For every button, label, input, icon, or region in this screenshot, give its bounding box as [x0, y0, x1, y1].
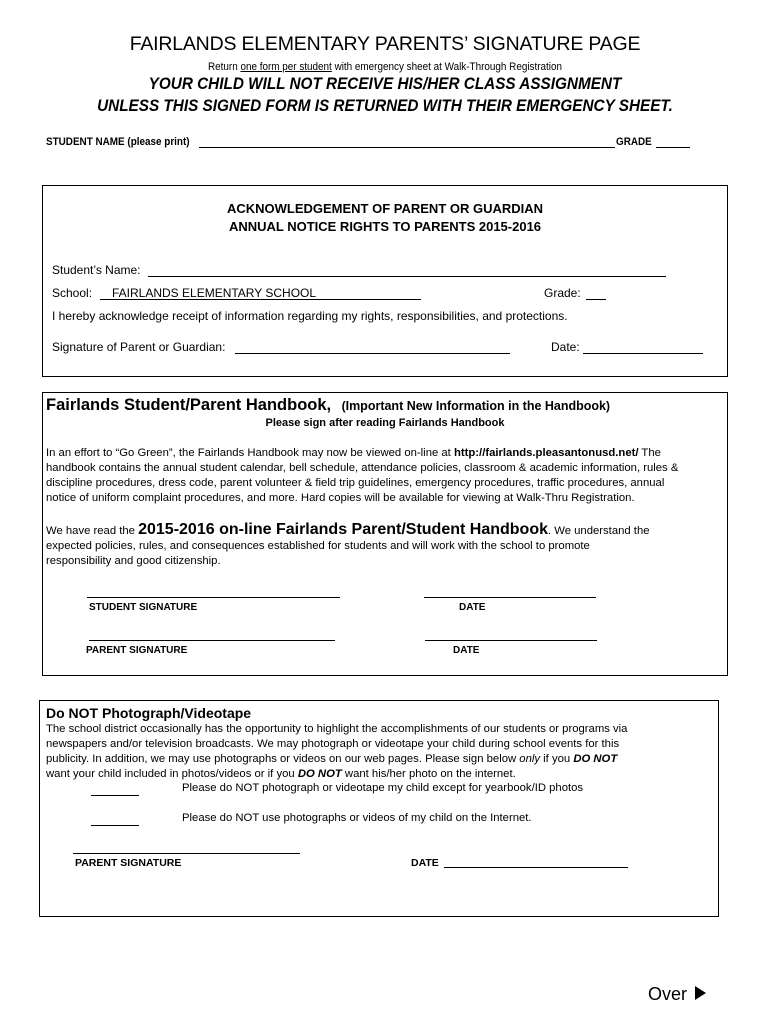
photo-title: Do NOT Photograph/Videotape: [46, 705, 252, 721]
student-date-label: DATE: [459, 602, 486, 613]
return-suffix: with emergency sheet at Walk-Through Registration: [331, 61, 563, 73]
handbook-note-close: ): [606, 399, 611, 413]
over-label: Over: [648, 984, 688, 1004]
ack-grade-field[interactable]: [586, 299, 606, 300]
photo-line1: The school district occasionally has the opportunity to highlight the accomplishments of our students or programs via: [46, 723, 628, 735]
student-name-label: STUDENT NAME (please print): [46, 136, 190, 148]
ack-heading-2: ANNUAL NOTICE RIGHTS TO PARENTS 2015-2016: [228, 219, 542, 234]
warning-line-2: UNLESS THIS SIGNED FORM IS RETURNED WITH THEIR EMERGENCY SHEET.: [97, 96, 673, 115]
p1-line1-a: In an effort to “Go Green”, the Fairlands Handbook may now be viewed on-line at: [46, 447, 454, 459]
handbook-note-open: (: [341, 399, 346, 413]
p1-line3: discipline procedures, dress code, parent volunteer & field trip guidelines, emergency procedures, traffic procedures, annual: [46, 477, 665, 489]
students-name-label: Student’s Name:: [52, 263, 141, 277]
handbook-title-comma: ,: [326, 396, 332, 414]
school-label: School:: [52, 286, 93, 300]
school-field[interactable]: [100, 299, 421, 300]
handbook-note: Important New Information in the Handbook: [345, 399, 607, 413]
handbook-heading: [46, 396, 610, 415]
photo-line2: newspapers and/or television broadcasts. We may photograph or videotape your child during school events for this: [46, 738, 620, 750]
p2-line3: responsibility and good citizenship.: [46, 555, 221, 567]
grade-label: GRADE: [616, 136, 652, 148]
option2-text: Please do NOT use photographs or videos of my child on the Internet.: [182, 812, 532, 824]
p2-bold: 2015-2016 on-line Fairlands Parent/Student Handbook: [138, 521, 548, 538]
student-name-field[interactable]: [199, 147, 615, 148]
parent-signature-line[interactable]: [89, 640, 335, 641]
handbook-title: Fairlands Student/Parent Handbook: [46, 396, 327, 414]
option2-checkline[interactable]: [91, 825, 139, 826]
handbook-paragraph-1: [46, 446, 726, 506]
sign-after-reading: Please sign after reading Fairlands Handbook: [265, 417, 505, 429]
photo-donot-2: DO NOT: [297, 768, 342, 780]
ack-date-label: Date:: [551, 340, 580, 354]
photo-date-label: DATE: [411, 857, 439, 869]
receipt-text: I hereby acknowledge receipt of information regarding my rights, responsibilities, and protections.: [52, 309, 568, 323]
p2-suffix: . We understand the: [547, 525, 650, 537]
photo-parent-signature-line[interactable]: [73, 853, 300, 854]
student-signature-label: STUDENT SIGNATURE: [89, 602, 198, 613]
students-name-field[interactable]: [148, 276, 666, 277]
photo-line4-b: want his/her photo on the internet.: [341, 768, 516, 780]
ack-date-field[interactable]: [583, 353, 703, 354]
p1-line2: handbook contains the annual student calendar, bell schedule, attendance policies, classroom & academic information, rules &: [46, 462, 679, 474]
ack-grade-label: Grade:: [544, 286, 581, 300]
parent-date-line[interactable]: [425, 640, 597, 641]
handbook-url[interactable]: http://fairlands.pleasantonusd.net/: [453, 447, 639, 459]
student-signature-line[interactable]: [87, 597, 340, 598]
arrow-right-icon: [695, 986, 706, 1000]
photo-only: only: [519, 753, 541, 765]
warning-line-1: YOUR CHILD WILL NOT RECEIVE HIS/HER CLASS ASSIGNMENT: [148, 74, 622, 93]
p2-prefix: We have read the: [46, 525, 139, 537]
page-title: FAIRLANDS ELEMENTARY PARENTS’ SIGNATURE PAGE: [129, 33, 641, 55]
handbook-paragraph-2: [46, 522, 726, 569]
photo-line3-a: publicity. In addition, we may use photographs or videos on our web pages. Please sign below: [46, 753, 520, 765]
guardian-signature-field[interactable]: [235, 353, 510, 354]
photo-date-line[interactable]: [444, 867, 628, 868]
option1-checkline[interactable]: [91, 795, 139, 796]
student-date-line[interactable]: [424, 597, 596, 598]
return-underlined: one form per student: [240, 61, 332, 73]
p2-line2: expected policies, rules, and consequences established for students and will work with the school to promote: [46, 540, 590, 552]
photo-line4-a: want your child included in photos/videos or if you: [46, 768, 298, 780]
school-value: FAIRLANDS ELEMENTARY SCHOOL: [112, 286, 317, 300]
parent-signature-label: PARENT SIGNATURE: [86, 645, 188, 656]
over-indicator: [648, 984, 706, 1005]
photo-parent-signature-label: PARENT SIGNATURE: [75, 857, 182, 869]
grade-field[interactable]: [656, 147, 690, 148]
parent-date-label: DATE: [453, 645, 480, 656]
photo-paragraph: [46, 722, 726, 782]
return-prefix: Return: [207, 61, 241, 73]
guardian-signature-label: Signature of Parent or Guardian:: [52, 340, 226, 354]
p1-line4: notice of uniform complaint procedures, and more. Hard copies will be available for viewing at Walk-Thru Registration.: [46, 492, 635, 504]
p1-line1-b: The: [638, 447, 661, 459]
ack-heading-1: ACKNOWLEDGEMENT OF PARENT OR GUARDIAN: [226, 201, 544, 216]
option1-text: Please do NOT photograph or videotape my child except for yearbook/ID photos: [182, 782, 584, 794]
photo-donot-1: DO NOT: [573, 753, 618, 765]
return-instruction: [39, 61, 732, 73]
photo-line3-b: if you: [540, 753, 574, 765]
